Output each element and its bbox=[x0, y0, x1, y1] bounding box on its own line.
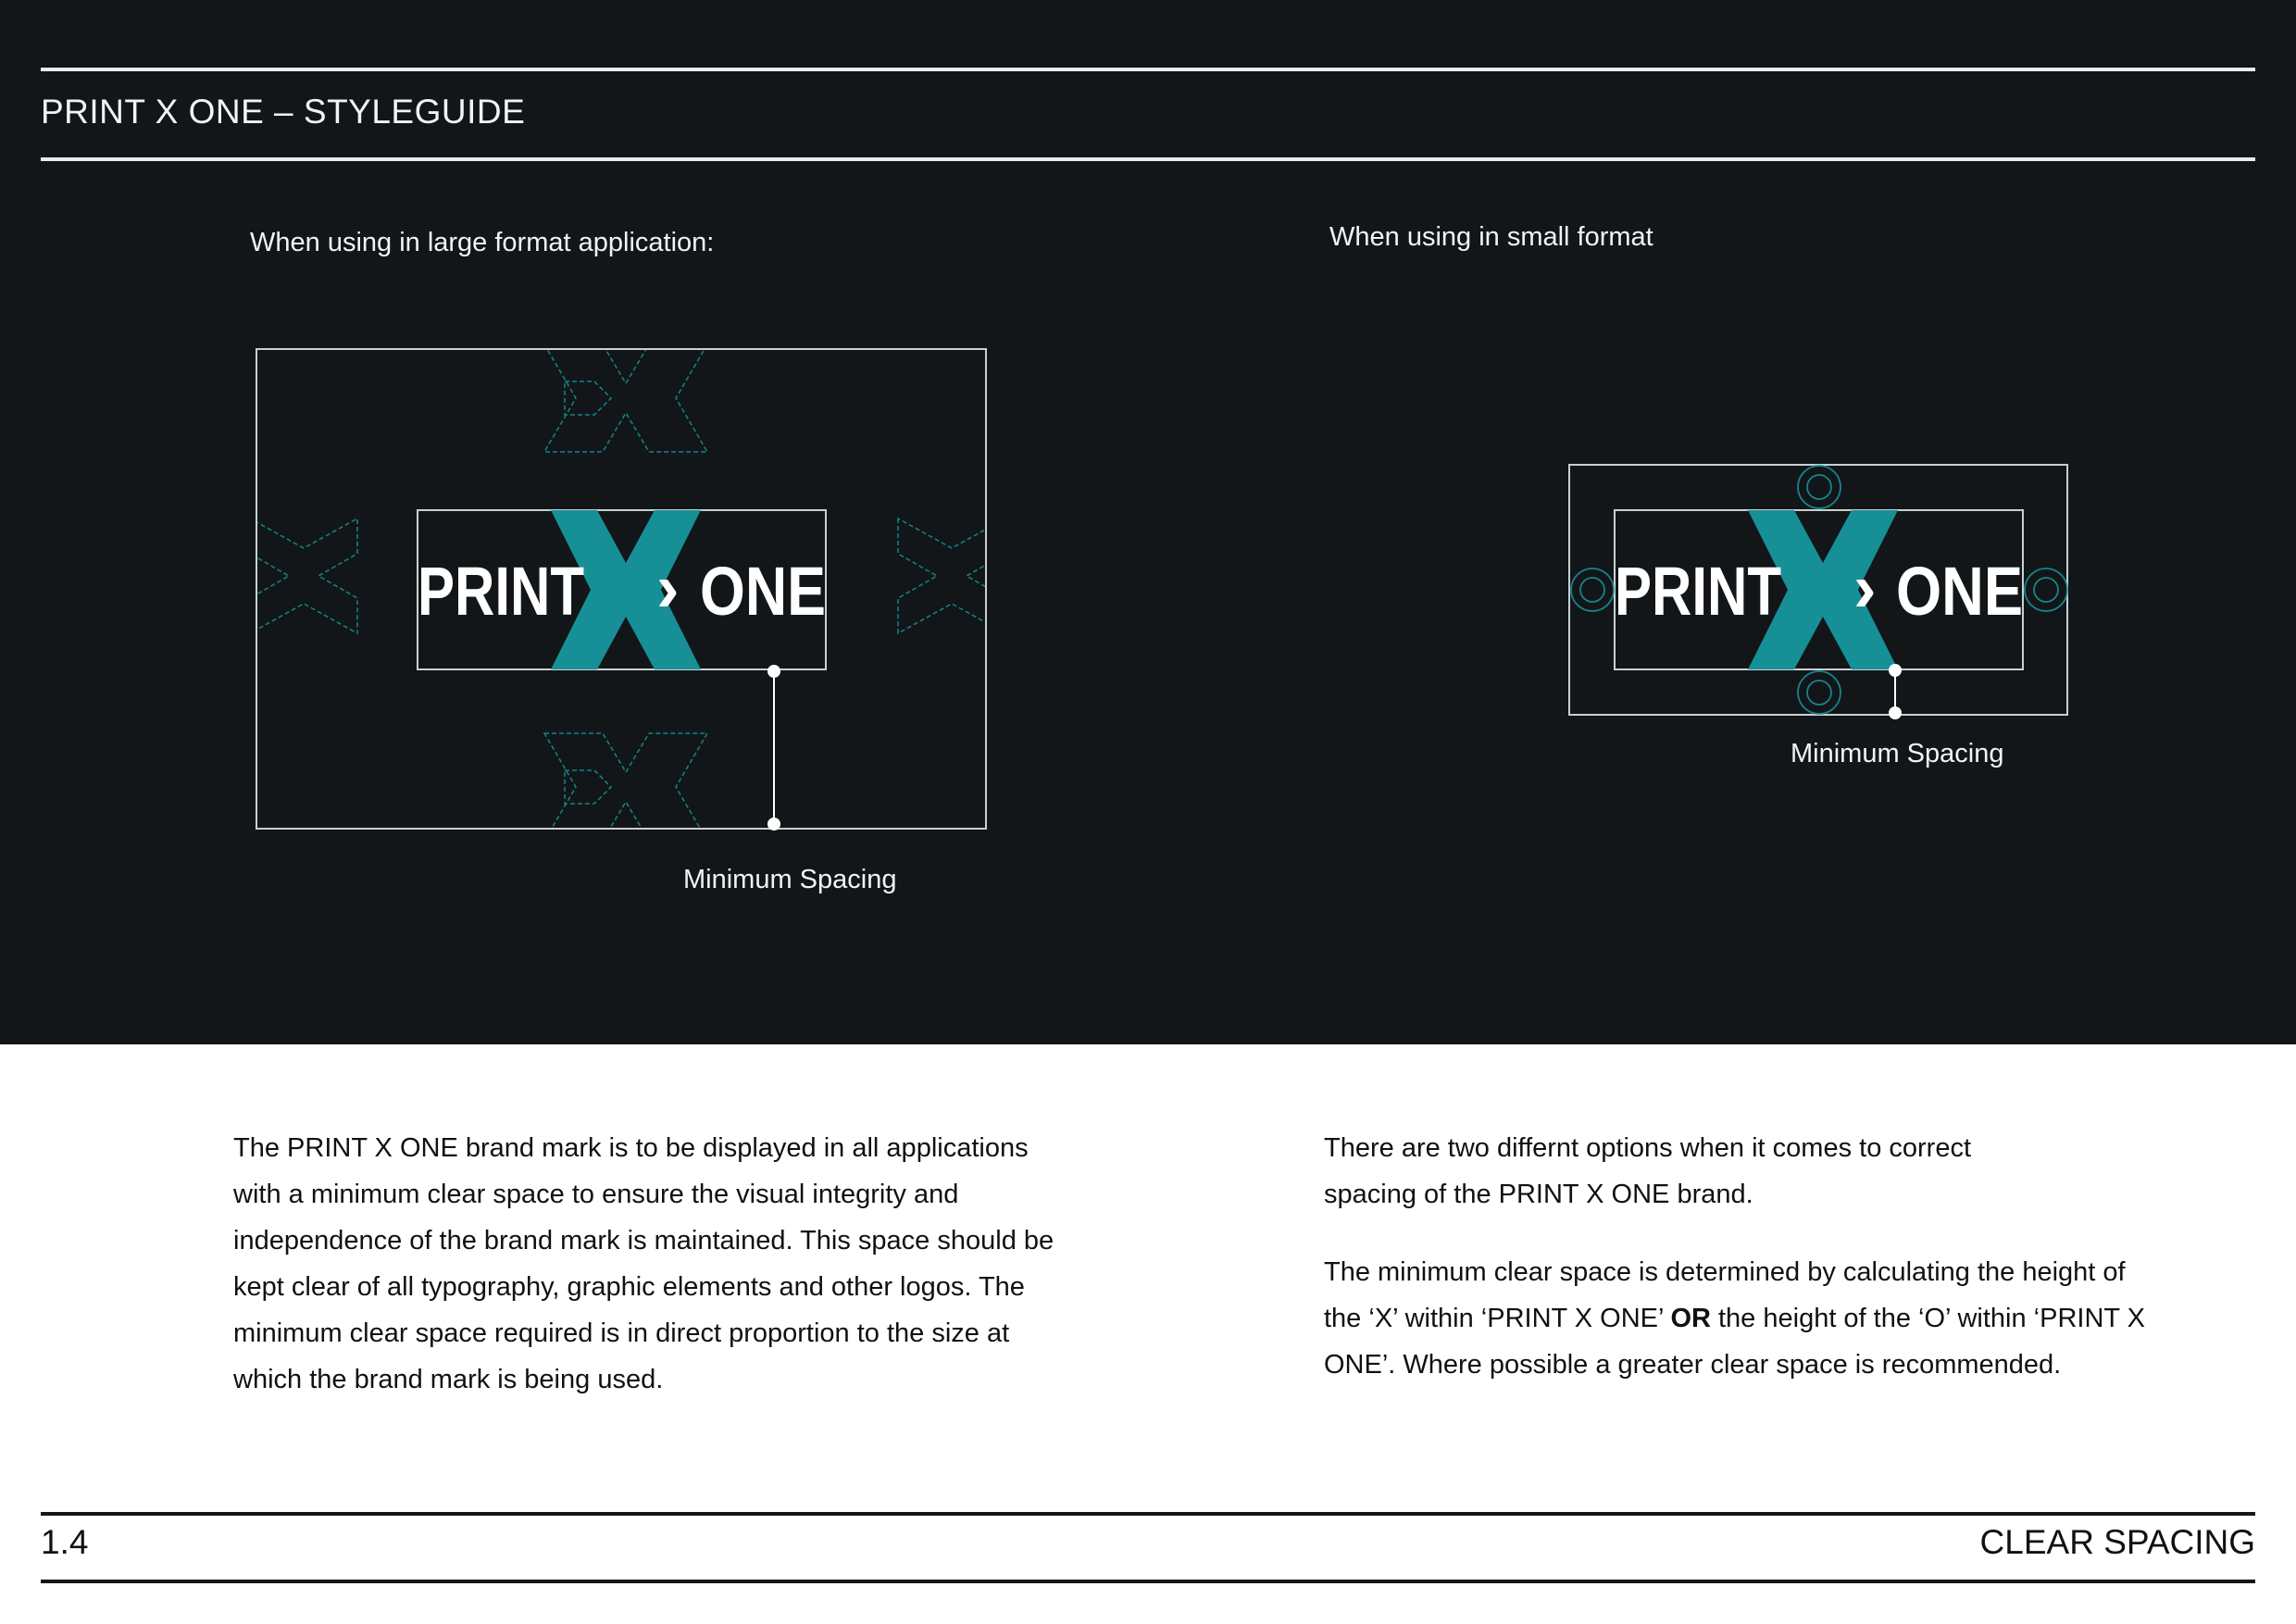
large-minimum-spacing-label: Minimum Spacing bbox=[683, 865, 897, 894]
right-paragraph-2 bbox=[1324, 1249, 2145, 1388]
logo-chevron: › bbox=[656, 549, 680, 626]
header-bottom-rule bbox=[41, 157, 2255, 161]
spacing-indicator-dot-bottom bbox=[1889, 706, 1902, 719]
right-paragraphs bbox=[1324, 1125, 2145, 1388]
footer-bottom-rule bbox=[41, 1580, 2255, 1583]
spacing-indicator-dot-top bbox=[767, 665, 780, 678]
logo-word-one: ONE bbox=[1896, 553, 2023, 630]
o-marker-bottom bbox=[1798, 671, 1841, 714]
page-title: PRINT X ONE – STYLEGUIDE bbox=[41, 93, 526, 131]
right-paragraph-1 bbox=[1324, 1125, 2145, 1218]
ghost-x-right bbox=[898, 518, 991, 633]
spacing-indicator-dot-bottom bbox=[767, 818, 780, 831]
ghost-x-left bbox=[250, 518, 357, 633]
o-marker-left bbox=[1571, 568, 1614, 611]
o-marker-top bbox=[1798, 466, 1841, 508]
left-paragraph-line: kept clear of all typography, graphic elements and other logos. The bbox=[233, 1272, 1025, 1302]
header-top-rule bbox=[41, 68, 2255, 71]
right-paragraph-line bbox=[1324, 1295, 2145, 1342]
small-format-caption: When using in small format bbox=[1329, 222, 1653, 252]
o-marker-right bbox=[2025, 568, 2067, 611]
left-paragraph-line: The PRINT X ONE brand mark is to be displayed in all applications bbox=[233, 1133, 1029, 1163]
right-paragraph-line: spacing of the PRINT X ONE brand. bbox=[1324, 1180, 1753, 1209]
left-paragraph-line: which the brand mark is being used. bbox=[233, 1365, 664, 1394]
footer-top-rule bbox=[41, 1512, 2255, 1516]
text-run: the ‘X’ within ‘PRINT X ONE’ bbox=[1324, 1304, 1671, 1333]
section-title: CLEAR SPACING bbox=[1979, 1523, 2255, 1561]
emphasis-or: OR bbox=[1670, 1304, 1711, 1333]
right-paragraph-line: The minimum clear space is determined by calculating the height of bbox=[1324, 1257, 2126, 1287]
logo-word-print: PRINT bbox=[418, 553, 584, 630]
spacing-indicator-dot-top bbox=[1889, 664, 1902, 677]
logo-word-one: ONE bbox=[700, 553, 826, 630]
left-paragraph-line: with a minimum clear space to ensure the visual integrity and bbox=[233, 1180, 959, 1209]
large-format-caption: When using in large format application: bbox=[250, 228, 715, 257]
ghost-x-top bbox=[544, 344, 707, 452]
left-paragraph-line: minimum clear space required is in direct proportion to the size at bbox=[233, 1318, 1010, 1348]
small-format-diagram bbox=[1565, 461, 2074, 730]
logo-word-print: PRINT bbox=[1615, 553, 1781, 630]
brand-logo-small bbox=[1615, 510, 2023, 669]
page-number: 1.4 bbox=[41, 1523, 89, 1561]
right-paragraph-line: There are two differnt options when it comes to correct bbox=[1324, 1133, 1972, 1163]
ghost-x-bottom bbox=[544, 733, 707, 841]
logo-chevron: › bbox=[1853, 549, 1877, 626]
large-format-diagram bbox=[250, 344, 991, 854]
left-paragraph bbox=[233, 1125, 1054, 1403]
text-run: the height of the ‘O’ within ‘PRINT X bbox=[1710, 1304, 2145, 1333]
brand-logo-large bbox=[418, 510, 826, 669]
right-paragraph-line: ONE’. Where possible a greater clear space is recommended. bbox=[1324, 1350, 2062, 1380]
small-minimum-spacing-label: Minimum Spacing bbox=[1791, 739, 2004, 768]
left-paragraph-line: independence of the brand mark is maintained. This space should be bbox=[233, 1226, 1054, 1255]
